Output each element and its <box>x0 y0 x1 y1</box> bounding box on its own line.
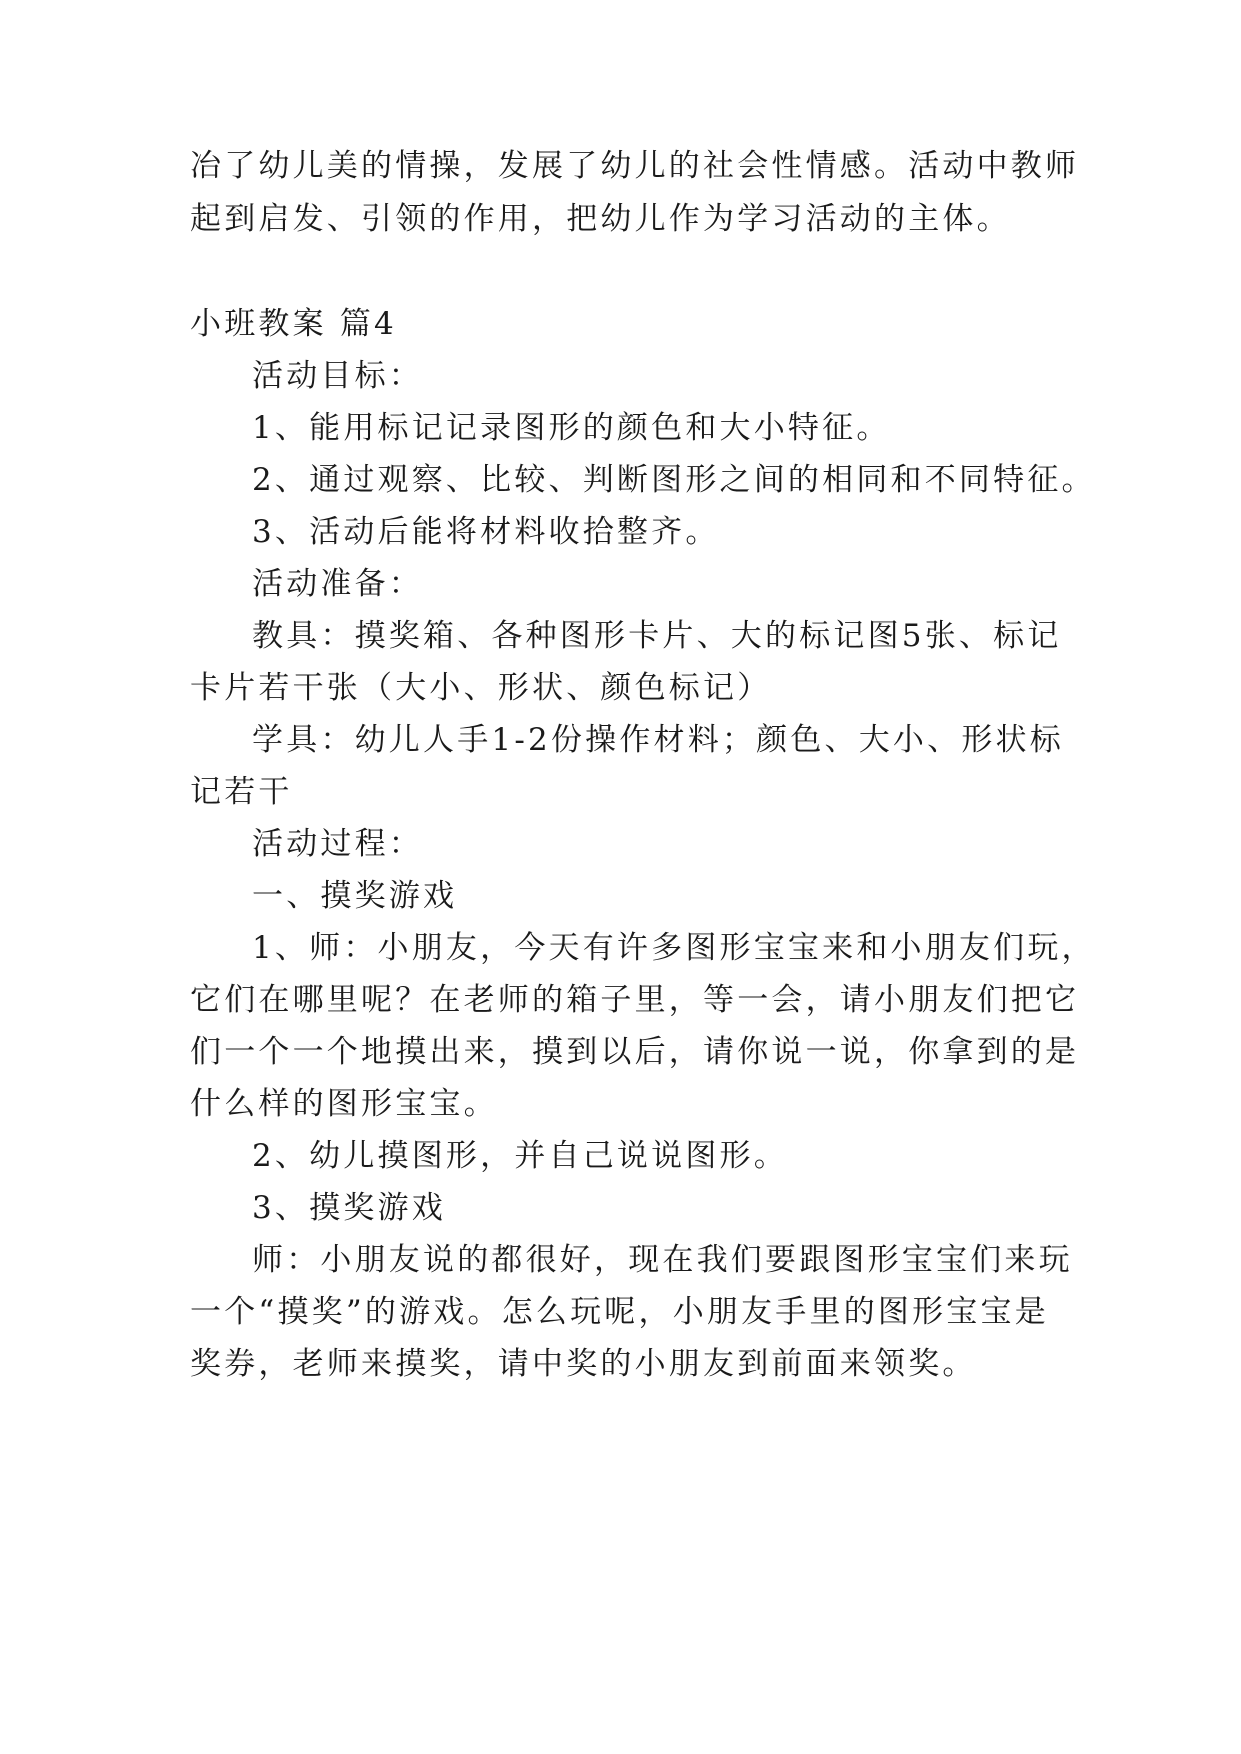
teacher-speech-line-1: 师：小朋友说的都很好，现在我们要跟图形宝宝们来玩 <box>252 1242 1073 1278</box>
step1-line-1: 1、师：小朋友，今天有许多图形宝宝来和小朋友们玩， <box>252 930 1096 966</box>
teacher-tools-line-2: 卡片若干张（大小、形状、颜色标记） <box>190 670 772 706</box>
preparation-heading: 活动准备： <box>252 566 423 602</box>
teacher-tools-line-1: 教具：摸奖箱、各种图形卡片、大的标记图5张、标记 <box>252 618 1062 654</box>
process-heading: 活动过程： <box>252 826 423 862</box>
step2-line: 2、幼儿摸图形，并自己说说图形。 <box>252 1138 788 1174</box>
step1-line-4: 什么样的图形宝宝。 <box>190 1086 498 1122</box>
step1-line-3: 们一个一个地摸出来，摸到以后，请你说一说，你拿到的是 <box>190 1034 1080 1070</box>
teacher-speech-line-2: 一个“摸奖”的游戏。怎么玩呢，小朋友手里的图形宝宝是 <box>190 1294 1049 1330</box>
goal-item-1: 1、能用标记记录图形的颜色和大小特征。 <box>252 410 891 446</box>
goals-heading: 活动目标： <box>252 358 423 394</box>
step3-line: 3、摸奖游戏 <box>252 1190 446 1226</box>
teacher-speech-line-3: 奖券，老师来摸奖，请中奖的小朋友到前面来领奖。 <box>190 1346 977 1382</box>
process-part-one: 一、摸奖游戏 <box>252 878 458 914</box>
student-tools-line-2: 记若干 <box>190 774 293 810</box>
student-tools-line-1: 学具：幼儿人手1-2份操作材料；颜色、大小、形状标 <box>252 722 1064 758</box>
step1-line-2: 它们在哪里呢？在老师的箱子里，等一会，请小朋友们把它 <box>190 982 1080 1018</box>
goal-item-2: 2、通过观察、比较、判断图形之间的相同和不同特征。 <box>252 462 1096 498</box>
section-title: 小班教案 篇4 <box>190 306 397 342</box>
intro-line-1: 冶了幼儿美的情操，发展了幼儿的社会性情感。活动中教师 <box>190 148 1080 184</box>
goal-item-3: 3、活动后能将材料收拾整齐。 <box>252 514 720 550</box>
intro-line-2: 起到启发、引领的作用，把幼儿作为学习活动的主体。 <box>190 201 1011 237</box>
